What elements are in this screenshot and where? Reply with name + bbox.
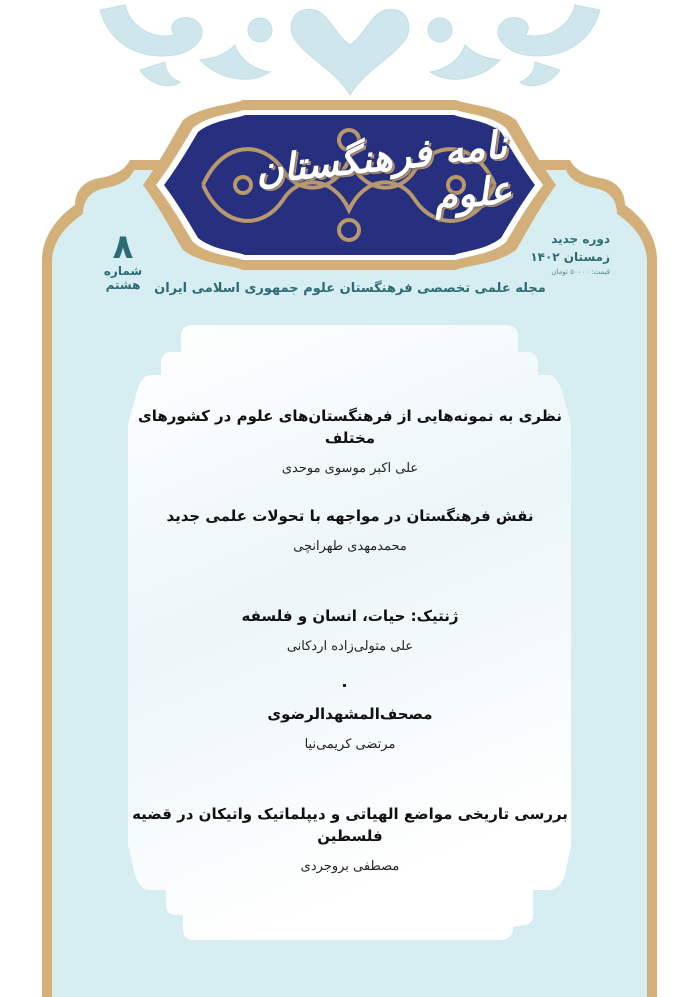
article-item[interactable] [130, 703, 570, 755]
article-title: نظری به نمونه‌هایی از فرهنگستان‌های علوم در کشورهای مختلف [138, 407, 562, 447]
issue-meta-block [530, 230, 610, 278]
issue-label: شماره هشتم [103, 264, 143, 292]
journal-title-calligraphy: نامه فرهنگستان علوم [253, 121, 514, 220]
issue-number-block [88, 227, 158, 292]
issue-number: ۸ [112, 227, 134, 267]
article-item[interactable] [130, 405, 570, 479]
article-author: مرتضی کریمی‌نیا [304, 737, 396, 752]
article-title: بررسی تاریخی مواضع الهیاتی و دیپلماتیک واتیکان در قضیه فلسطین [132, 805, 568, 845]
article-item[interactable] [130, 505, 570, 557]
article-item[interactable] [130, 803, 570, 877]
season-label: زمستان ۱۴۰۲ [530, 250, 610, 264]
article-item[interactable] [130, 605, 570, 657]
journal-subtitle: مجله علمی تخصصی فرهنگستان علوم جمهوری اسلامی ایران [154, 281, 546, 296]
article-author: محمدمهدی طهرانچی [293, 539, 407, 554]
article-author: علی متولی‌زاده اردکانی [286, 639, 414, 654]
separator-dot [343, 684, 346, 687]
article-title: نقش فرهنگستان در مواجهه با تحولات علمی جدید [166, 507, 534, 525]
article-title: مصحف‌المشهدالرضوی [267, 705, 433, 723]
article-author: علی اکبر موسوی موحدی [281, 461, 419, 476]
article-title: ژنتیک: حیات، انسان و فلسفه [241, 607, 459, 625]
price-label: قیمت: ۵۰۰۰۰ تومان [551, 268, 610, 276]
period-label: دوره جدید [551, 232, 610, 246]
article-author: مصطفی بروجردی [300, 859, 400, 874]
